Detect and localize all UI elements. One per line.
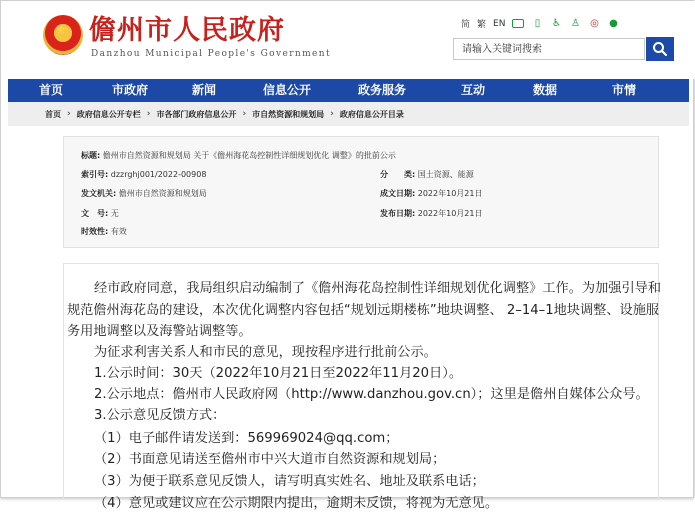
search-icon xyxy=(652,41,668,57)
meta-index-label: 索引号: xyxy=(81,170,109,179)
document-meta-box xyxy=(63,136,659,248)
meta-docno-label: 文 号: xyxy=(81,209,109,218)
nav-item-news[interactable]: 新闻 xyxy=(191,83,216,97)
meta-index-row xyxy=(81,169,206,181)
breadcrumb xyxy=(8,102,689,126)
meta-validity-label: 时效性: xyxy=(81,227,109,236)
site-header xyxy=(1,1,695,79)
national-emblem-icon: ★ xyxy=(43,15,83,55)
nav-item-services[interactable]: 政务服务 xyxy=(357,83,406,97)
accessibility-icon[interactable]: ♿ xyxy=(551,17,561,29)
wechat-icon[interactable]: ● xyxy=(609,17,618,29)
meta-org-row xyxy=(81,188,207,200)
meta-docno-value: 无 xyxy=(110,209,119,218)
breadcrumb-bureau[interactable]: 市自然资源和规划局 xyxy=(252,109,325,119)
meta-date-row xyxy=(380,188,482,200)
meta-category-label: 分 类: xyxy=(380,170,416,179)
main-nav xyxy=(8,79,689,102)
body-paragraph-line: 3.公示意见反馈方式： xyxy=(94,408,226,423)
nav-item-info-disclosure[interactable]: 信息公开 xyxy=(262,83,311,97)
chevron-right-icon: › xyxy=(330,109,334,119)
mobile-icon[interactable]: ▯ xyxy=(534,17,541,29)
meta-category-row xyxy=(380,169,474,181)
meta-pubdate-value: 2022年10月21日 xyxy=(417,209,483,218)
search-input[interactable]: 请输入关键词搜索 xyxy=(453,38,645,60)
body-paragraph-line: 经市政府同意，我局组织启动编制了《儋州海花岛控制性详细规划优化调整》工作。为加强引导和 xyxy=(94,281,662,296)
body-paragraph-line: （1）电子邮件请发送到：569969024@qq.com； xyxy=(94,431,399,446)
article-body xyxy=(63,263,662,511)
body-paragraph-line: 1.公示时间：30天（2022年10月21日至2022年11月20日）。 xyxy=(94,366,463,381)
nav-item-city-info[interactable]: 市情 xyxy=(611,83,636,97)
meta-index-value: dzzrghj001/2022-00908 xyxy=(110,170,207,179)
meta-date-label: 成文日期: xyxy=(380,189,416,198)
utility-bar xyxy=(461,17,619,30)
search-button[interactable] xyxy=(646,37,674,61)
meta-pubdate-row xyxy=(380,208,482,220)
body-paragraph-line: （2）书面意见请送至儋州市中兴大道市自然资源和规划局； xyxy=(94,452,446,467)
nav-item-data[interactable]: 数据 xyxy=(532,83,557,97)
chevron-right-icon: › xyxy=(67,109,71,119)
meta-docno-row xyxy=(81,208,119,220)
meta-validity-row xyxy=(81,226,127,238)
breadcrumb-home[interactable]: 首页 xyxy=(45,109,61,119)
body-paragraph-line: 规范儋州海花岛的建设，本次优化调整内容包括“规划远期楼栋”地块调整、 2–14–1地块调整、设施服 xyxy=(67,303,660,318)
meta-title-row xyxy=(81,150,396,162)
meta-org-label: 发文机关: xyxy=(81,189,117,198)
body-paragraph-line: 2.公示地点：儋州市人民政府网（http://www.danzhou.gov.cn）；这里是儋州自媒体公众号。 xyxy=(94,387,649,402)
nav-item-government[interactable]: 市政府 xyxy=(111,83,148,97)
site-subtitle: Danzhou Municipal People's Government xyxy=(91,49,331,59)
meta-category-value: 国土资源、能源 xyxy=(417,170,474,179)
meta-validity-value: 有效 xyxy=(110,227,127,236)
meta-title-label: 标题: xyxy=(81,151,101,160)
meta-title-value: 儋州市自然资源和规划局 关于《儋州海花岛控制性详细规划优化 调整》的批前公示 xyxy=(102,151,396,160)
weibo-icon[interactable]: ◎ xyxy=(590,17,599,29)
site-title[interactable]: 儋州市人民政府 xyxy=(89,15,285,46)
meta-pubdate-label: 发布日期: xyxy=(380,209,416,218)
body-paragraph-line: （3）为便于联系意见反馈人，请写明真实姓名、地址及联系电话； xyxy=(94,474,485,489)
chevron-right-icon: › xyxy=(242,109,247,119)
breadcrumb-disclosure-column[interactable]: 政府信息公开专栏 xyxy=(76,109,141,119)
elder-mode-icon[interactable]: ♙ xyxy=(570,17,580,29)
body-paragraph-line: （4）意见或建议应在公示期限内提出，逾期未反馈，将视为无意见。 xyxy=(94,496,499,511)
meta-org-value: 儋州市自然资源和规划局 xyxy=(118,189,207,198)
body-paragraph-line: 为征求利害关系人和市民的意见，现按程序进行批前公示。 xyxy=(94,345,437,360)
nav-item-interaction[interactable]: 互动 xyxy=(460,83,485,97)
body-paragraph-line: 务用地调整以及海警站调整等。 xyxy=(67,324,252,339)
breadcrumb-catalog[interactable]: 政府信息公开目录 xyxy=(339,109,404,119)
mail-icon[interactable] xyxy=(512,18,524,30)
nav-item-home[interactable]: 首页 xyxy=(38,83,63,97)
simplified-chinese-link[interactable]: 简 xyxy=(461,20,471,30)
english-link[interactable]: EN xyxy=(493,18,506,29)
meta-date-value: 2022年10月21日 xyxy=(417,189,483,198)
chevron-right-icon: › xyxy=(146,109,151,119)
breadcrumb-departments[interactable]: 市各部门政府信息公开 xyxy=(156,109,237,119)
traditional-chinese-link[interactable]: 繁 xyxy=(477,20,487,30)
